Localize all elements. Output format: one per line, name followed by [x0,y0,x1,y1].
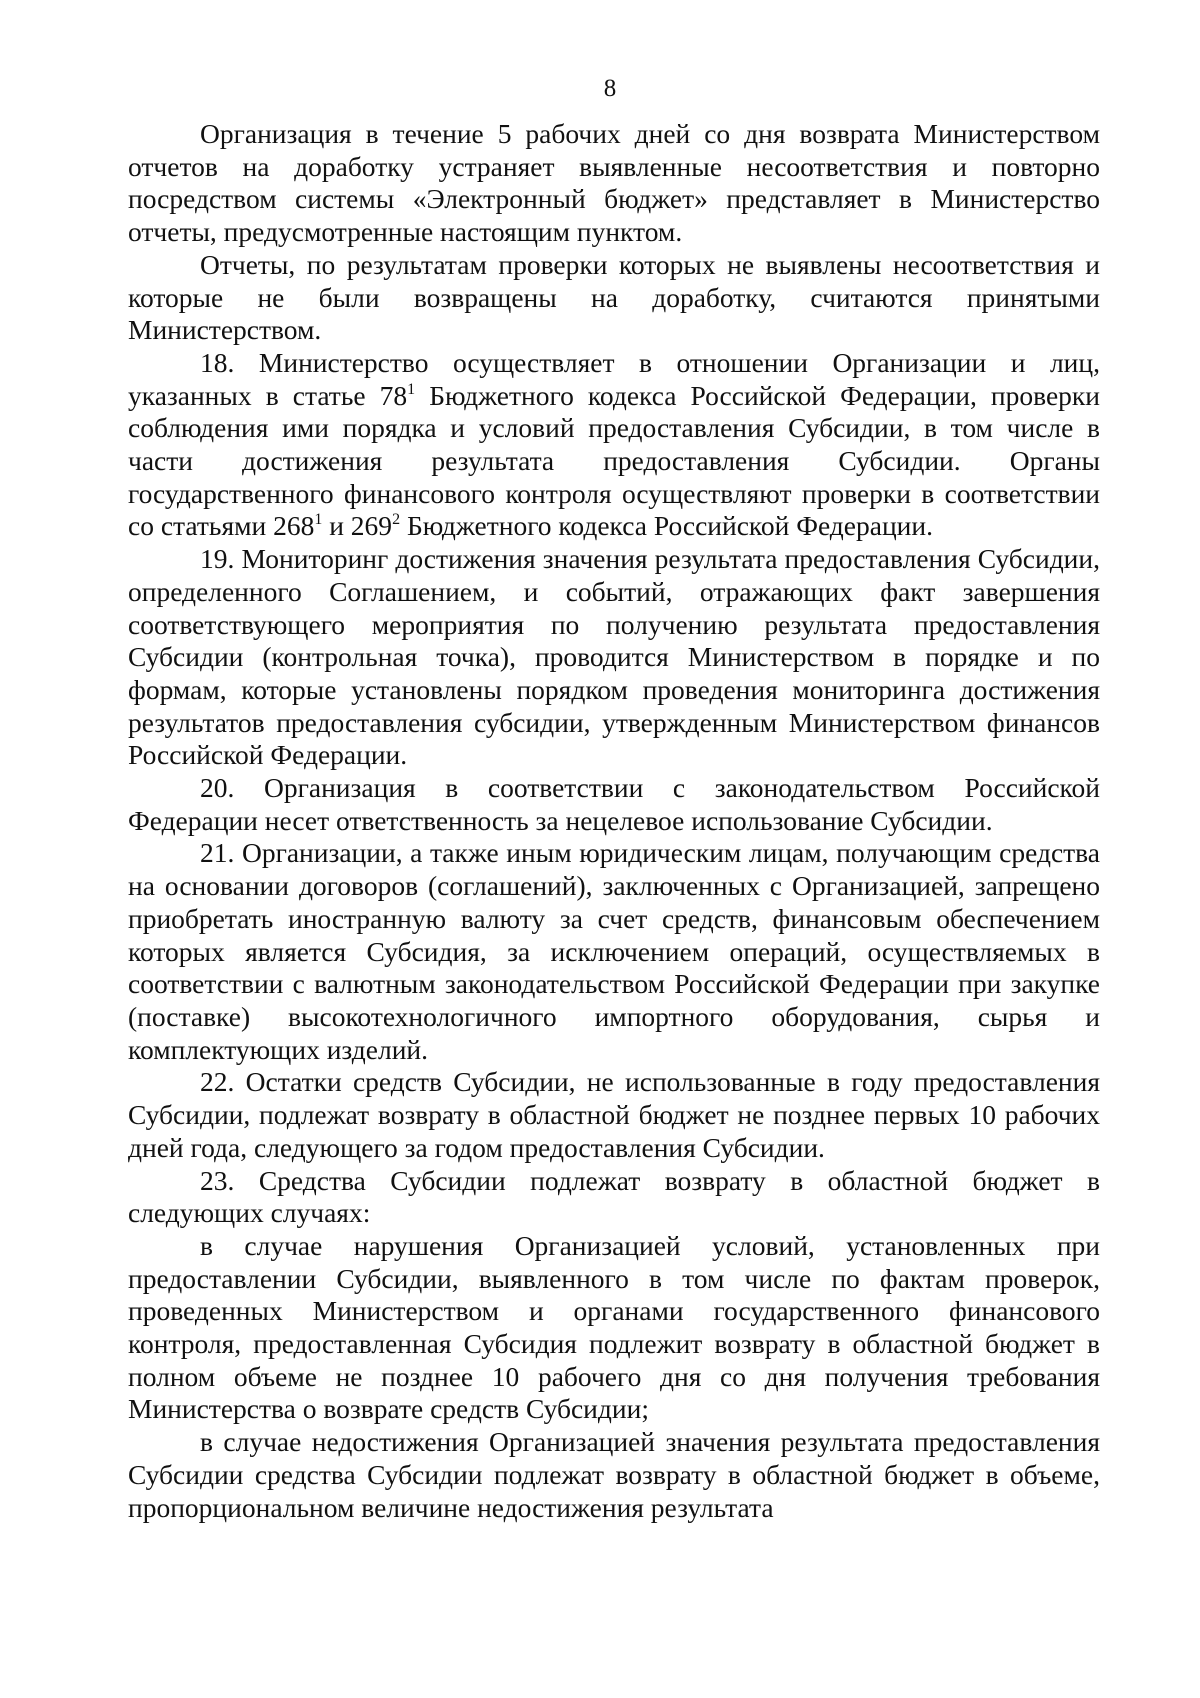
paragraph [128,837,1100,1066]
paragraph-text: Бюджетного кодекса Российской Федерации. [400,510,933,542]
superscript: 2 [392,511,401,529]
paragraph-text: Отчеты, по результатам проверки которых не выявлены несоответствия и которые не были возвращены на доработку, считаются принятыми Министерством. [128,248,1100,346]
paragraph [128,249,1100,347]
paragraph [128,118,1100,249]
paragraph-text: в случае нарушения Организацией условий, установленных при предоставлении Субсидии, выявленного в том числе по фактам проверок, проведенных Министерством и органами государственного финансового контроля, предоставленная Субсидия подлежит возврату в областной бюджет в полном объеме не позднее 10 рабочего дня со дня получения требования Министерства о возврате средств Субсидии; [128,1229,1100,1425]
paragraph [128,1066,1100,1164]
paragraph [128,1230,1100,1426]
paragraph-text: 18. Министерство осуществляет в отношении Организации и лиц, указанных в статье 78 [128,346,1100,411]
paragraph-text: Бюджетного кодекса Российской Федерации, проверки соблюдения ими порядка и условий предоставления Субсидии, в том числе в части достижения результата предоставления Субсидии. Органы государственного финансового контроля осуществляют проверки в соответствии со статьями 268 [128,379,1101,542]
paragraph-text: в случае недостижения Организацией значения результата предоставления Субсидии средства Субсидии подлежат возврату в областной бюджет в объеме, пропорциональном величине недостижения результата [128,1426,1100,1523]
paragraph [128,543,1100,772]
paragraph-text: и 269 [322,510,393,542]
superscript: 1 [314,511,323,529]
page-number: 8 [603,75,617,102]
paragraph-text: 21. Организации, а также иным юридическим лицам, получающим средства на основании договоров (соглашений), заключенных с Организацией, запрещено приобретать иностранную валюту за счет средств, финансовым обеспечением которых является Субсидия, за исключением операций, осуществляемых в соответствии с валютным законодательством Российской Федерации при закупке (поставке) высокотехнологичного импортного оборудования, сырья и комплектующих изделий. [128,837,1100,1065]
paragraph [128,347,1100,543]
paragraph [128,1426,1100,1524]
paragraph-text: 19. Мониторинг достижения значения результата предоставления Субсидии, определенного Соглашением, и событий, отражающих факт завершения соответствующего мероприятия по получению результата предоставления Субсидии (контрольная точка), проводится Министерством в порядке и по формам, которые установлены порядком проведения мониторинга достижения результатов предоставления субсидии, утвержденным Министерством финансов Российской Федерации. [128,543,1100,771]
paragraph [128,1165,1100,1230]
paragraph [128,772,1100,837]
paragraph-text: 20. Организация в соответствии с законодательством Российской Федерации несет ответственность за нецелевое использование Субсидии. [128,772,1100,836]
superscript: 1 [407,380,416,398]
document-body [128,118,1100,1524]
paragraph-text: 22. Остатки средств Субсидии, не использованные в году предоставления Субсидии, подлежат возврату в областной бюджет не позднее первых 10 рабочих дней года, следующего за годом предоставления Субсидии. [128,1066,1100,1163]
paragraph-text: Организация в течение 5 рабочих дней со дня возврата Министерством отчетов на доработку устраняет выявленные несоответствия и повторно посредством системы «Электронный бюджет» представляет в Министерство отчеты, предусмотренные настоящим пунктом. [128,118,1100,248]
paragraph-text: 23. Средства Субсидии подлежат возврату в областной бюджет в следующих случаях: [128,1164,1100,1229]
